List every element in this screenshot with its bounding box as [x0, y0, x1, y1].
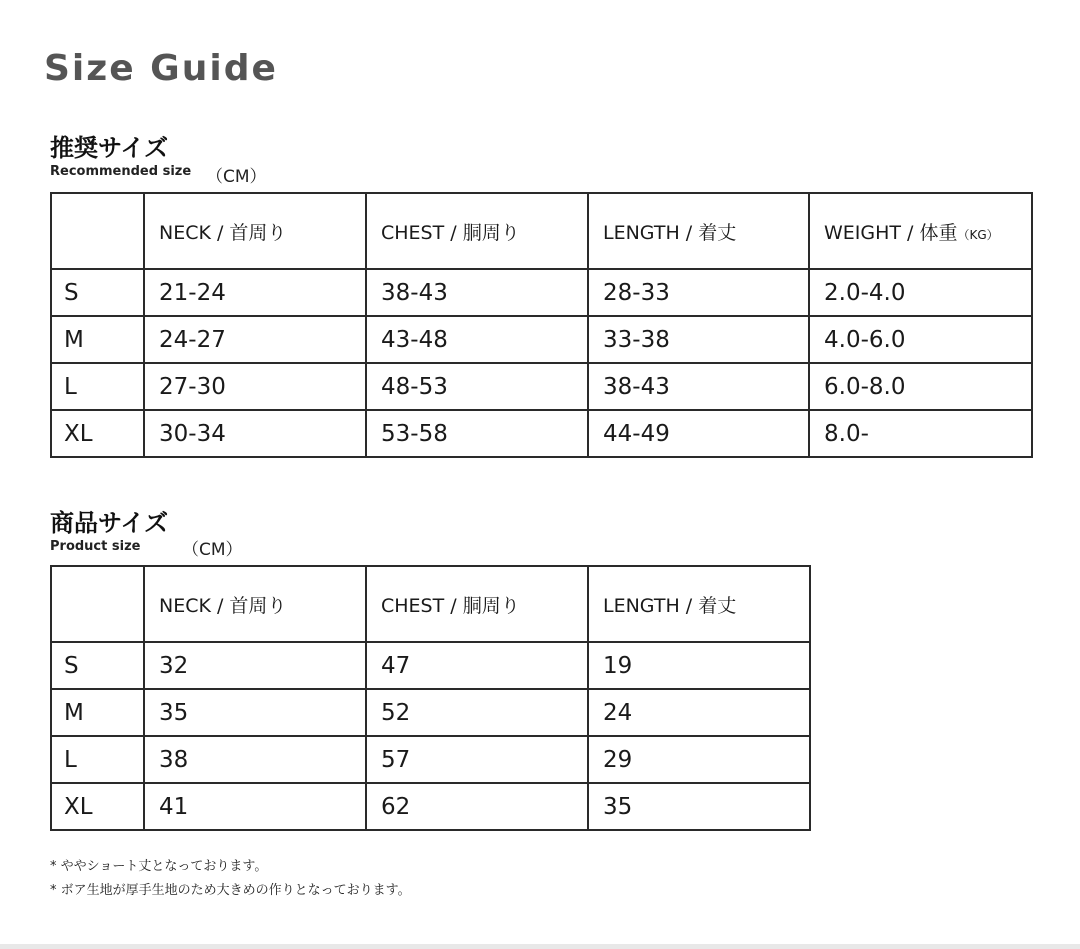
product-size-table [50, 565, 811, 831]
header-cell-neck: NECK / 首周り [144, 193, 366, 269]
recommended-size-title-en: Recommended size [50, 164, 192, 179]
weight-cell: 8.0- [809, 410, 1032, 457]
size-cell: XL [51, 410, 144, 457]
length-cell: 35 [588, 783, 810, 830]
chest-cell: 43-48 [366, 316, 588, 363]
page-title: Size Guide [44, 48, 278, 89]
recommended-size-table [50, 192, 1033, 458]
neck-cell: 41 [144, 783, 366, 830]
header-cell-chest: CHEST / 胴周り [366, 566, 588, 642]
note-line: * ややショート丈となっております。 [50, 859, 268, 874]
header-cell-chest: CHEST / 胴周り [366, 193, 588, 269]
length-cell: 44-49 [588, 410, 809, 457]
chest-cell: 62 [366, 783, 588, 830]
weight-header-label: WEIGHT / 体重 [824, 221, 958, 244]
notes [50, 855, 411, 903]
product-size-unit: （CM） [182, 540, 243, 560]
table-row [51, 269, 1032, 316]
product-size-heading [50, 509, 168, 554]
weight-cell: 2.0-4.0 [809, 269, 1032, 316]
table-row [51, 736, 810, 783]
table-header-row [51, 193, 1032, 269]
size-cell: L [51, 736, 144, 783]
weight-cell: 6.0-8.0 [809, 363, 1032, 410]
neck-cell: 32 [144, 642, 366, 689]
size-cell: M [51, 316, 144, 363]
chest-cell: 57 [366, 736, 588, 783]
neck-cell: 27-30 [144, 363, 366, 410]
header-cell-weight [809, 193, 1032, 269]
length-cell: 19 [588, 642, 810, 689]
bottom-divider [0, 944, 1080, 949]
product-size-title-jp: 商品サイズ [50, 509, 169, 537]
neck-cell: 21-24 [144, 269, 366, 316]
size-cell: M [51, 689, 144, 736]
size-cell: S [51, 642, 144, 689]
table-row [51, 316, 1032, 363]
chest-cell: 47 [366, 642, 588, 689]
length-cell: 29 [588, 736, 810, 783]
chest-cell: 48-53 [366, 363, 588, 410]
neck-cell: 38 [144, 736, 366, 783]
size-cell: L [51, 363, 144, 410]
size-cell: XL [51, 783, 144, 830]
table-row [51, 642, 810, 689]
length-cell: 33-38 [588, 316, 809, 363]
neck-cell: 24-27 [144, 316, 366, 363]
header-cell-neck: NECK / 首周り [144, 566, 366, 642]
neck-cell: 35 [144, 689, 366, 736]
chest-cell: 53-58 [366, 410, 588, 457]
chest-cell: 38-43 [366, 269, 588, 316]
length-cell: 38-43 [588, 363, 809, 410]
table-row [51, 783, 810, 830]
neck-cell: 30-34 [144, 410, 366, 457]
product-size-title-en: Product size [50, 539, 141, 554]
table-row [51, 410, 1032, 457]
length-cell: 28-33 [588, 269, 809, 316]
header-cell-empty [51, 193, 144, 269]
header-cell-empty [51, 566, 144, 642]
length-cell: 24 [588, 689, 810, 736]
table-row [51, 363, 1032, 410]
header-cell-length: LENGTH / 着丈 [588, 193, 809, 269]
note-line: * ボア生地が厚手生地のため大きめの作りとなっております。 [50, 883, 411, 898]
table-header-row [51, 566, 810, 642]
table-row [51, 689, 810, 736]
chest-cell: 52 [366, 689, 588, 736]
weight-unit-label: （KG） [957, 227, 999, 242]
header-cell-length: LENGTH / 着丈 [588, 566, 810, 642]
recommended-size-unit: （CM） [206, 167, 267, 187]
recommended-size-heading [50, 134, 191, 179]
size-cell: S [51, 269, 144, 316]
recommended-size-title-jp: 推奨サイズ [50, 134, 169, 162]
weight-cell: 4.0-6.0 [809, 316, 1032, 363]
